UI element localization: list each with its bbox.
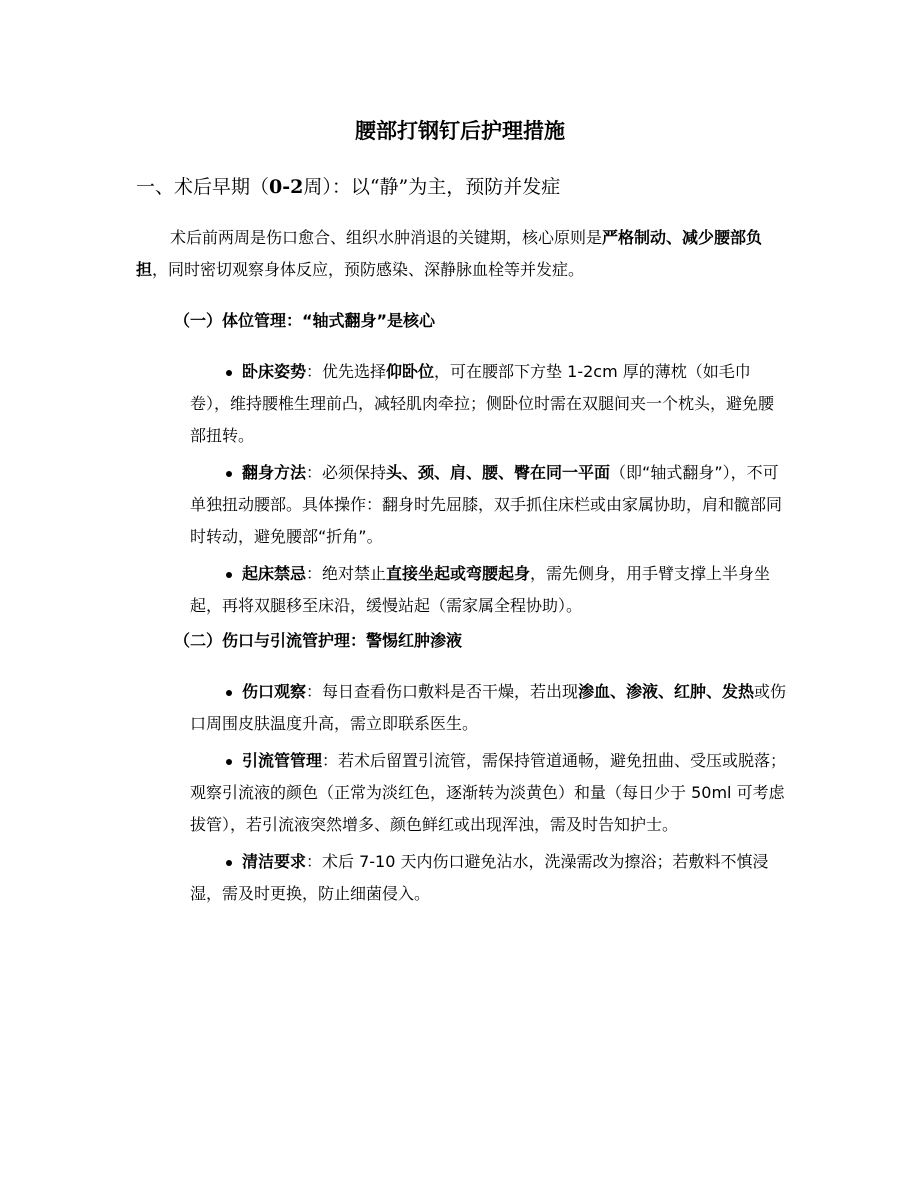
item-text-a: ：必须保持	[306, 463, 387, 482]
bullet-dot-icon	[226, 471, 232, 477]
list-item	[190, 457, 788, 553]
subheading-wound-drainage-care: （二）伤口与引流管护理：警惕红肿渗液	[174, 631, 463, 650]
item-text-c: ，需先侧身，用手臂支撑上半身坐起，再将双腿移至床沿，缓慢站起（需家属全程协助）。	[190, 564, 771, 615]
item-label: 清洁要求	[242, 852, 307, 871]
bullet-dot-icon	[226, 860, 232, 866]
item-text-bold: 仰卧位	[386, 362, 435, 381]
item-label: 卧床姿势	[242, 362, 307, 381]
list-item	[190, 846, 788, 910]
item-text-bold: 直接坐起或弯腰起身	[386, 564, 531, 583]
item-label: 翻身方法	[242, 463, 307, 482]
item-text-a: ：优先选择	[306, 362, 387, 381]
section-heading-period: 0-2	[269, 176, 304, 198]
item-text-a: ：绝对禁止	[306, 564, 387, 583]
item-text-c: （即“轴式翻身”），不可单独扭动腰部。具体操作：翻身时先屈膝，双手抓住床栏或由家属协助，肩和髋部同时转动，避免腰部“折角”。	[190, 463, 783, 546]
section-heading-early-postop	[136, 172, 796, 202]
position-management-list	[190, 356, 788, 627]
intro-text-a: 术后前两周是伤口愈合、组织水肿消退的关键期，核心原则是	[170, 228, 603, 247]
intro-paragraph	[136, 222, 788, 286]
section-heading-prefix: 一、术后早期（	[136, 176, 270, 198]
list-item	[190, 558, 788, 622]
item-text-c: ，可在腰部下方垫 1-2cm 厚的薄枕（如毛巾卷），维持腰椎生理前凸，减轻肌肉牵拉；侧卧位时需在双腿间夹一个枕头，避免腰部扭转。	[190, 362, 775, 445]
bullet-dot-icon	[226, 370, 232, 376]
item-text-a: ：每日查看伤口敷料是否干燥，若出现	[306, 682, 579, 701]
item-label: 引流管管理	[242, 751, 323, 770]
item-label: 伤口观察	[242, 682, 307, 701]
item-text-bold: 头、颈、肩、腰、臀在同一平面	[386, 463, 611, 482]
list-item	[190, 356, 788, 452]
list-item	[190, 676, 788, 740]
intro-text-c: ，同时密切观察身体反应，预防感染、深静脉血栓等并发症。	[152, 260, 585, 279]
intro-text-bold: 严格制动、减少腰部负担	[136, 228, 763, 279]
page-title: 腰部打钢钉后护理措施	[355, 119, 565, 143]
section-heading-suffix: 周）：以“静”为主，预防并发症	[303, 176, 561, 198]
subheading-position-management: （一）体位管理：“轴式翻身”是核心	[174, 311, 436, 330]
bullet-dot-icon	[226, 759, 232, 765]
item-text-a: ：术后 7-10 天内伤口避免沾水，洗澡需改为擦浴；若敷料不慎浸湿，需及时更换，防止细菌侵入。	[190, 852, 769, 903]
list-item	[190, 745, 788, 841]
item-text-bold: 渗血、渗液、红肿、发热	[578, 682, 755, 701]
wound-care-list	[190, 676, 788, 915]
item-label: 起床禁忌	[242, 564, 307, 583]
item-text-a: ：若术后留置引流管，需保持管道通畅，避免扭曲、受压或脱落；观察引流液的颜色（正常为淡红色，逐渐转为淡黄色）和量（每日少于 50ml 可考虑拔管），若引流液突然增多、颜色鲜红或出现浑浊，需及时告知护士。	[190, 751, 787, 834]
bullet-dot-icon	[226, 690, 232, 696]
bullet-dot-icon	[226, 572, 232, 578]
item-text-c: 或伤口周围皮肤温度升高，需立即联系医生。	[190, 682, 787, 733]
